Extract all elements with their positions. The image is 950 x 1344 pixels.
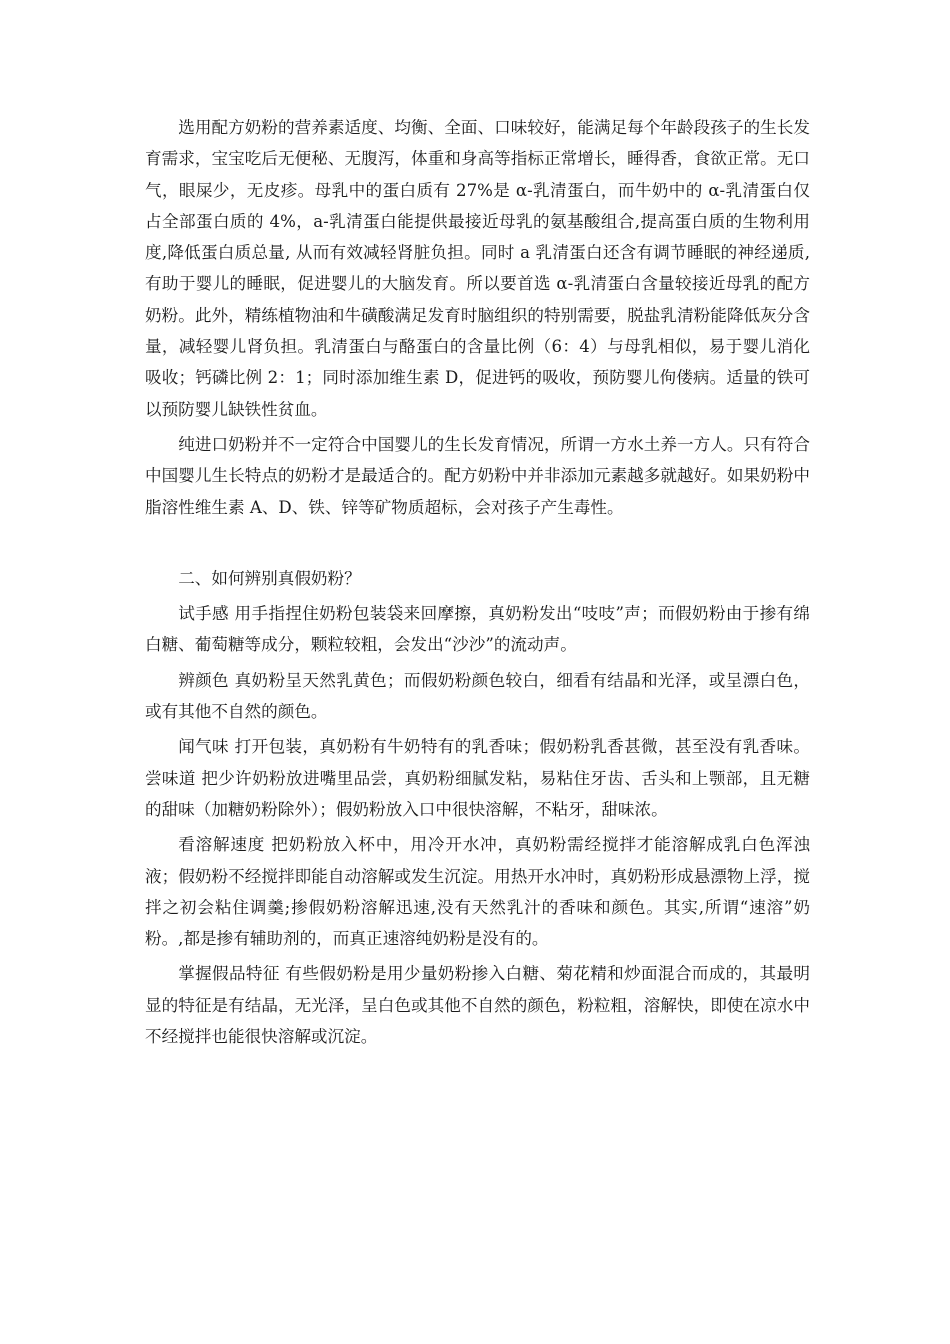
paragraph-fake-features: 掌握假品特征 有些假奶粉是用少量奶粉掺入白糖、菊花精和炒面混合而成的，其最明显的特征是有结晶，无光泽，呈白色或其他不自然的颜色，粉粒粗，溶解快，即使在凉水中不经搅拌也能很快溶解或沉淀。 [145, 964, 810, 1047]
paragraph-color-test: 辨颜色 真奶粉呈天然乳黄色；而假奶粉颜色较白，细看有结晶和光泽，或呈漂白色，或有其他不自然的颜色。 [145, 670, 810, 722]
document-body [145, 112, 810, 1052]
paragraph-smell-taste-test: 闻气味 打开包装，真奶粉有牛奶特有的乳香味；假奶粉乳香甚微，甚至没有乳香味。尝味道 把少许奶粉放进嘴里品尝，真奶粉细腻发粘，易粘住牙齿、舌头和上颚部，且无糖的甜味（加糖奶粉除外）；假奶粉放入口中很快溶解，不粘牙，甜味浓。 [145, 737, 810, 819]
paragraph-dissolve-test: 看溶解速度 把奶粉放入杯中，用冷开水冲，真奶粉需经搅拌才能溶解成乳白色浑浊液；假奶粉不经搅拌即能自动溶解或发生沉淀。用热开水冲时，真奶粉形成悬漂物上浮，搅拌之初会粘住调羹;掺假奶粉溶解迅速,没有天然乳汁的香味和颜色。其实,所谓“速溶”奶粉。,都是掺有辅助剂的，而真正速溶纯奶粉是没有的。 [145, 835, 810, 949]
paragraph-imported-formula: 纯进口奶粉并不一定符合中国婴儿的生长发育情况，所谓一方水土养一方人。只有符合中国婴儿生长特点的奶粉才是最适合的。配方奶粉中并非添加元素越多就越好。如果奶粉中脂溶性维生素 A、D、铁、锌等矿物质超标，会对孩子产生毒性。 [145, 434, 810, 517]
paragraph-touch-test: 试手感 用手指捏住奶粉包装袋来回摩擦，真奶粉发出“吱吱”声；而假奶粉由于掺有绵白糖、葡萄糖等成分，颗粒较粗，会发出“沙沙”的流动声。 [145, 604, 810, 655]
paragraph-formula-nutrition: 选用配方奶粉的营养素适度、均衡、全面、口味较好，能满足每个年龄段孩子的生长发育需求，宝宝吃后无便秘、无腹泻，体重和身高等指标正常增长，睡得香，食欲正常。无口气，眼屎少，无皮疹。母乳中的蛋白质有 27%是 α-乳清蛋白，而牛奶中的 α-乳清蛋白仅占全部蛋白质的 4%，a-乳清蛋白能提供最接近母乳的氨基酸组合,提高蛋白质的生物利用度,降低蛋白质总量, 从而有效减轻肾脏负担。同时 a 乳清蛋白还含有调节睡眠的神经递质,有助于婴儿的睡眠，促进婴儿的大脑发育。所以要首选 α-乳清蛋白含量较接近母乳的配方奶粉。此外，精练植物油和牛磺酸满足发育时脑组织的特别需要，脱盐乳清粉能降低灰分含量，减轻婴儿肾负担。乳清蛋白与酪蛋白的含量比例（6：4）与母乳相似，易于婴儿消化吸收；钙磷比例 2：1；同时添加维生素 D，促进钙的吸收，预防婴儿佝偻病。适量的铁可以预防婴儿缺铁性贫血。 [145, 118, 810, 419]
section-heading: 二、如何辨别真假奶粉？ [178, 568, 361, 588]
section-gap [145, 523, 810, 563]
